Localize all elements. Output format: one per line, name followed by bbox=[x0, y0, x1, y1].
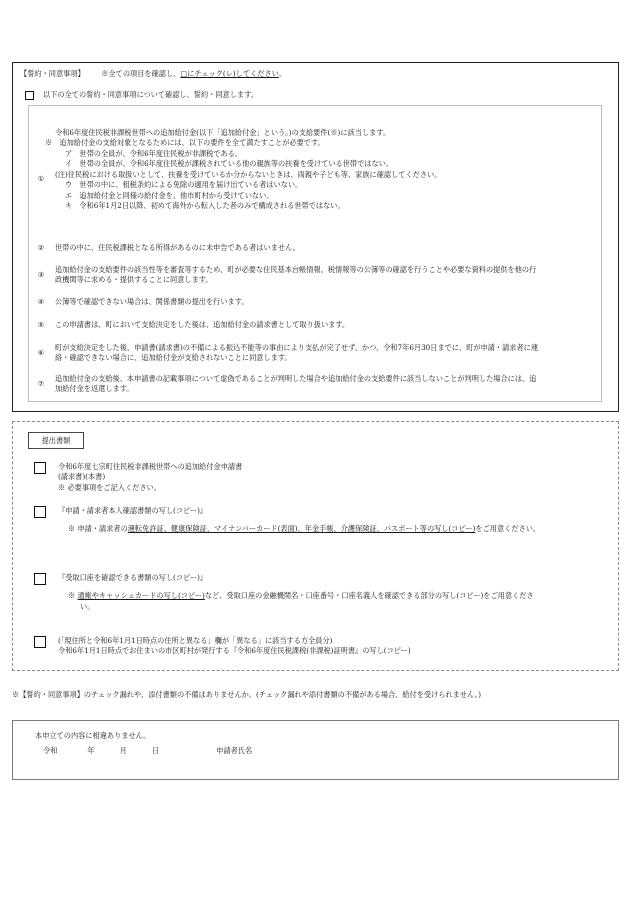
pledge-section bbox=[12, 62, 619, 412]
doc-note-prefix: ※ 申請・請求者の bbox=[68, 524, 128, 534]
doc-line: (「現住所と令和6年1月1日時点の住所と異なる」欄が「異なる」に該当する方全員分) bbox=[58, 636, 333, 645]
document-checkbox[interactable] bbox=[34, 573, 46, 585]
pledge-item-number: ④ bbox=[37, 297, 45, 306]
pledge-instruction-suffix: 。 bbox=[278, 69, 287, 78]
item-line: 追加給付金の支給後、本申請書の記載事項について虚偽であることが判明した場合や追加給付金の支給要件に該当しないことが判明した場合には、追 bbox=[55, 374, 537, 383]
pledge-items-box bbox=[28, 105, 602, 402]
month-label: 月 bbox=[119, 746, 127, 755]
doc-note bbox=[58, 524, 608, 534]
pledge-item-text bbox=[55, 265, 595, 286]
item-line: 令和6年度住民税非課税世帯への追加給付金(以下「追加給付金」という。)の支給要件(※)に該当します。 bbox=[55, 128, 391, 137]
pledge-item-text bbox=[45, 128, 595, 212]
warning-note: ※【誓約・同意事項】のチェック漏れや、添付書類の不備はありませんか。(チェック漏れや添付書類の不備がある場合、給付を受けられません。) bbox=[12, 690, 482, 699]
document-text bbox=[58, 573, 608, 612]
doc-note-underlined: 運転免許証、健康保険証、マイナンバーカード(表面)、年金手帳、介護保険証、パスポート等の写し(コピー) bbox=[127, 524, 476, 534]
item-line: 町が支給決定をした後、申請書(請求書)の不備による振込不能等の事由により支払が完了せず、かつ、令和7年6月30日までに、町が申請・請求者に連 bbox=[55, 343, 539, 352]
document-text bbox=[58, 462, 608, 493]
item-line: キ 令和6年1月2日以降、初めて海外から転入した者のみで構成される世帯ではない。 bbox=[65, 201, 345, 211]
pledge-instruction-underlined: □にチェック(レ)してください bbox=[180, 69, 279, 78]
pledge-instruction-prefix: ※全ての項目を確認し、 bbox=[101, 69, 181, 78]
doc-note-prefix: ※ bbox=[68, 591, 78, 601]
era-label: 令和 bbox=[43, 746, 58, 755]
document-item-bank-account bbox=[34, 573, 609, 623]
pledge-item-text: 公簿等で確認できない場合は、関係書類の提出を行います。 bbox=[55, 297, 249, 306]
doc-note-suffix: など、受取口座の金融機関名・口座番号・口座名義人を確認できる部分の写し(コピー)をご用意くださ bbox=[204, 591, 534, 601]
signature-statement: 本申立ての内容に相違ありません。 bbox=[35, 731, 151, 740]
year-label: 年 bbox=[87, 746, 95, 755]
item-line: 追加給付金の支給要件の該当性等を審査等するため、町が必要な住民基本台帳情報、税情報等の公簿等の確認を行うことや必要な資料の提供を他の行 bbox=[55, 265, 537, 274]
agree-all-row[interactable] bbox=[25, 90, 258, 100]
document-checkbox[interactable] bbox=[34, 636, 46, 648]
item-line: イ 世帯の全員が、令和6年度住民税が課税されている他の親族等の扶養を受けている世帯ではない。 bbox=[65, 159, 394, 169]
applicant-name-label: 申請者氏名 bbox=[216, 746, 253, 755]
item-line: ウ 世帯の中に、租税条約による免除の適用を届け出ている者はいない。 bbox=[65, 180, 303, 190]
item-line: 絡・確認できない場合に、追加給付金が支給されないことに同意します。 bbox=[55, 353, 292, 363]
doc-title: 『受取口座を確認できる書類の写し(コピー)』 bbox=[58, 573, 208, 582]
signature-section bbox=[12, 720, 619, 780]
pledge-item-number: ⑥ bbox=[37, 348, 45, 357]
pledge-item-1 bbox=[29, 128, 599, 240]
pledge-item-number: ① bbox=[37, 174, 45, 183]
pledge-item-text: この申請書は、町において支給決定をした後は、追加給付金の請求書として取り扱います。 bbox=[55, 320, 350, 329]
pledge-header bbox=[20, 69, 286, 79]
pledge-header-label: 【誓約・同意事項】 bbox=[20, 69, 85, 78]
document-item-application bbox=[34, 462, 609, 502]
day-label: 日 bbox=[151, 746, 160, 755]
document-item-tax-certificate bbox=[34, 636, 609, 666]
agree-all-checkbox[interactable] bbox=[25, 91, 34, 100]
doc-note-underlined: 通帳やキャッシュカードの写し(コピー) bbox=[77, 591, 205, 601]
document-text bbox=[58, 506, 608, 535]
pledge-item-text bbox=[55, 374, 595, 395]
doc-line: 令和6年1月1日時点でお住まいの市区町村が発行する『令和6年度住民税課税(非課税)証明書』の写し(コピー) bbox=[58, 646, 411, 656]
pledge-item-number: ⑦ bbox=[37, 379, 45, 388]
pledge-item-number: ⑤ bbox=[37, 320, 45, 329]
doc-line: (請求書)(本書) bbox=[58, 472, 106, 482]
documents-title: 提出書類 bbox=[28, 432, 84, 449]
doc-line: 令和6年度七宗町住民税非課税世帯への追加給付金申請書 bbox=[58, 462, 243, 471]
pledge-item-text bbox=[55, 343, 595, 364]
agree-all-label: 以下の全ての誓約・同意事項について確認し、誓約・同意します。 bbox=[43, 90, 258, 99]
item-line: ※ 追加給付金の支給対象となるためには、以下の要件を全て満たすことが必要です。 bbox=[45, 138, 325, 148]
pledge-item-number: ② bbox=[37, 243, 45, 252]
document-checkbox[interactable] bbox=[34, 506, 46, 518]
item-line: 政機関等に求める・提供することに同意します。 bbox=[55, 275, 213, 285]
doc-note-suffix: をご用意ください。 bbox=[475, 524, 541, 534]
doc-line: ※ 必要事項をご記入ください。 bbox=[58, 482, 161, 492]
item-line: 加給付金を返還します。 bbox=[55, 384, 134, 394]
documents-section bbox=[12, 421, 619, 671]
signature-date-name-row bbox=[43, 746, 252, 756]
item-line: ア 世帯の全員が、令和6年度住民税が非課税である。 bbox=[65, 148, 243, 158]
document-text bbox=[58, 636, 608, 657]
pledge-item-number: ③ bbox=[37, 270, 45, 279]
doc-title: 『申請・請求者本人確認書類の写し(コピー)』 bbox=[58, 506, 208, 515]
document-item-id-copy bbox=[34, 506, 609, 546]
doc-note bbox=[58, 591, 608, 612]
item-line: エ 追加給付金と同様の給付金を、他市町村から受けていない。 bbox=[65, 190, 274, 200]
item-line: (注)住民税における取扱いとして、扶養を受けているか分からないときは、両親や子ども等、家族に確認してください。 bbox=[55, 169, 442, 179]
pledge-item-text: 世帯の中に、住民税課税となる所得があるのに未申告である者はいません。 bbox=[55, 243, 300, 252]
doc-note-line2: い。 bbox=[80, 601, 95, 611]
document-checkbox[interactable] bbox=[34, 462, 46, 474]
